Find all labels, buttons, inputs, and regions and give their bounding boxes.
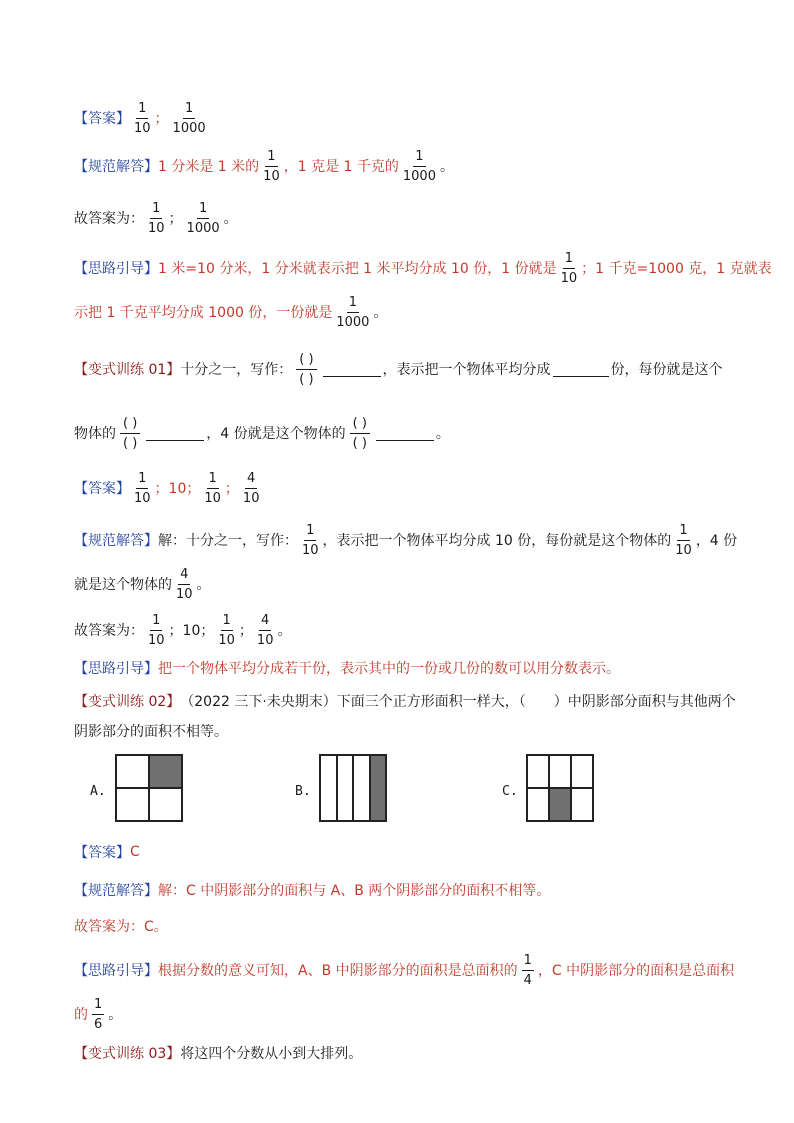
fraction: $\frac{1}{1000}$	[172, 100, 206, 136]
square-b-cell	[337, 755, 353, 821]
answer-label: 【答案】	[74, 481, 130, 497]
solution-line-3	[74, 878, 724, 902]
fraction: $\frac{1}{10}$	[675, 522, 692, 558]
separator: ；	[224, 481, 239, 497]
solution-text: 。	[439, 159, 454, 175]
blank-line	[146, 426, 204, 441]
guide-line-1b	[74, 290, 724, 334]
exercise-03-line	[74, 1040, 724, 1066]
fraction: $\frac{1}{10}$	[302, 522, 319, 558]
option-c-label: C.	[502, 784, 518, 799]
exercise-text: 将这四个分数从小到大排列。	[180, 1046, 363, 1062]
blank-fraction: $\frac{( )}{( )}$	[296, 353, 316, 386]
solution-text: 解：十分之一，写作：	[158, 533, 298, 549]
exercise-03-label: 【变式训练 03】	[74, 1046, 181, 1062]
square-c-shaded-cell	[549, 788, 571, 821]
blank-line	[323, 362, 381, 377]
exercise-01-line-b	[74, 408, 724, 458]
square-a-cell	[116, 755, 149, 788]
answer-label: 【答案】	[74, 111, 130, 127]
separator: ；	[168, 211, 183, 227]
exercise-text: 阴影部分的面积不相等。	[74, 724, 228, 740]
fraction: $\frac{1}{10}$	[148, 200, 165, 236]
final-answer-line-3	[74, 914, 724, 938]
guide-text: 。	[373, 305, 388, 321]
square-c-cell	[571, 755, 593, 788]
exercise-02-line-b	[74, 718, 724, 744]
square-a-shaded-cell	[149, 755, 182, 788]
fraction: $\frac{1}{10}$	[218, 612, 235, 648]
final-answer: 故答案为：C。	[74, 919, 168, 935]
solution-label: 【规范解答】	[74, 159, 158, 175]
solution-text: 。	[196, 577, 211, 593]
exercise-text: 物体的	[74, 426, 116, 442]
solution-text: 解：C 中阴影部分的面积与 A、B 两个阴影部分的面积不相等。	[158, 883, 551, 899]
answer-value: C	[130, 844, 140, 860]
square-a-cell	[149, 788, 182, 821]
square-c-cell	[549, 755, 571, 788]
fraction: $\frac{1}{1000}$	[186, 200, 220, 236]
fraction: $\frac{1}{1000}$	[336, 294, 370, 330]
guide-text: 。	[108, 1007, 123, 1023]
solution-text: 1 分米是 1 米的	[158, 159, 260, 175]
final-answer-end: 。	[277, 623, 292, 639]
blank-line	[376, 426, 434, 441]
answer-label: 【答案】	[74, 845, 130, 861]
solution-text: ，表示把一个物体平均分成 10 份，每份就是这个物体的	[322, 533, 672, 549]
fraction: $\frac{4}{10}$	[242, 470, 260, 506]
solution-label: 【规范解答】	[74, 883, 158, 899]
square-b-cell	[353, 755, 370, 821]
fraction: $\frac{4}{10}$	[256, 612, 274, 648]
guide-label: 【思路引导】	[74, 261, 158, 277]
answer-line-2	[74, 466, 724, 510]
exercise-02-label: 【变式训练 02】	[74, 694, 181, 710]
guide-text: ，C 中阴影部分的面积是总面积	[537, 963, 735, 979]
guide-text: 示把 1 千克平均分成 1000 份，一份就是	[74, 305, 333, 321]
solution-line-2b	[74, 562, 724, 606]
guide-line-3a	[74, 948, 735, 992]
solution-text: 就是这个物体的	[74, 577, 172, 593]
solution-text: ，1 克是 1 千克的	[283, 159, 399, 175]
fraction: $\frac{1}{10}$	[134, 470, 151, 506]
solution-line-1	[74, 144, 724, 188]
final-answer-end: 。	[223, 211, 238, 227]
guide-text: 1 米=10 分米，1 分米就表示把 1 米平均分成 10 份，1 份就是	[158, 261, 557, 277]
final-answer-prefix: 故答案为：	[74, 623, 144, 639]
exercise-01-line-a	[74, 344, 724, 394]
fraction: $\frac{4}{10}$	[176, 566, 193, 602]
figures-row	[74, 754, 724, 840]
square-a	[115, 754, 183, 822]
blank-fraction: $\frac{( )}{( )}$	[120, 417, 140, 450]
fraction: $\frac{1}{6}$	[94, 996, 103, 1032]
document-page	[74, 96, 772, 1066]
answer-line-3	[74, 840, 724, 864]
final-answer-prefix: 故答案为：	[74, 211, 144, 227]
solution-line-2a	[74, 518, 738, 562]
fraction: $\frac{1}{10}$	[148, 612, 165, 648]
blank-fraction: $\frac{( )}{( )}$	[350, 417, 370, 450]
separator: ；10；	[154, 481, 201, 497]
guide-text: 根据分数的意义可知，A、B 中阴影部分的面积是总面积的	[158, 963, 518, 979]
square-c-cell	[571, 788, 593, 821]
exercise-02-line-a	[74, 688, 736, 714]
guide-line-1a	[74, 246, 772, 290]
square-c-cell	[527, 755, 549, 788]
fraction: $\frac{1}{10}$	[204, 470, 221, 506]
guide-line-3b	[74, 992, 724, 1036]
solution-text: ，4 份	[695, 533, 738, 549]
square-b-cell	[320, 755, 337, 821]
separator: ；	[238, 623, 253, 639]
exercise-text: 份，每份就是这个	[610, 362, 723, 378]
guide-label: 【思路引导】	[74, 963, 158, 979]
square-b	[319, 754, 387, 822]
exercise-01-label: 【变式训练 01】	[74, 362, 181, 378]
exercise-text: 十分之一，写作：	[180, 362, 293, 378]
answer-line-1	[74, 96, 724, 140]
exercise-text: ，4 份就是这个物体的	[206, 426, 346, 442]
fraction: $\frac{1}{10}$	[263, 148, 280, 184]
fraction: $\frac{1}{10}$	[560, 250, 578, 286]
separator: ；10；	[168, 623, 215, 639]
guide-line-2	[74, 656, 724, 680]
guide-text: 的	[74, 1007, 88, 1023]
solution-label: 【规范解答】	[74, 533, 158, 549]
final-answer-line-1	[74, 196, 724, 240]
square-c	[526, 754, 594, 822]
exercise-text: ，表示把一个物体平均分成	[382, 362, 551, 378]
fraction: $\frac{1}{10}$	[134, 100, 151, 136]
final-answer-line-2	[74, 608, 724, 652]
fraction: $\frac{1}{1000}$	[402, 148, 436, 184]
square-a-cell	[116, 788, 149, 821]
blank-line	[553, 362, 609, 377]
option-a-label: A.	[90, 784, 106, 799]
guide-text: ；1 千克=1000 克，1 克就表	[581, 261, 772, 277]
exercise-text: 。	[435, 426, 450, 442]
square-c-cell	[527, 788, 549, 821]
fraction: $\frac{1}{4}$	[523, 952, 532, 988]
option-b-label: B.	[295, 784, 311, 799]
separator: ；	[154, 111, 169, 127]
guide-text: 把一个物体平均分成若干份，表示其中的一份或几份的数可以用分数表示。	[158, 661, 620, 677]
square-b-shaded-cell	[370, 755, 386, 821]
guide-label: 【思路引导】	[74, 661, 158, 677]
exercise-text: （2022 三下·未央期末）下面三个正方形面积一样大，（ ）中阴影部分面积与其他两个	[180, 694, 736, 710]
